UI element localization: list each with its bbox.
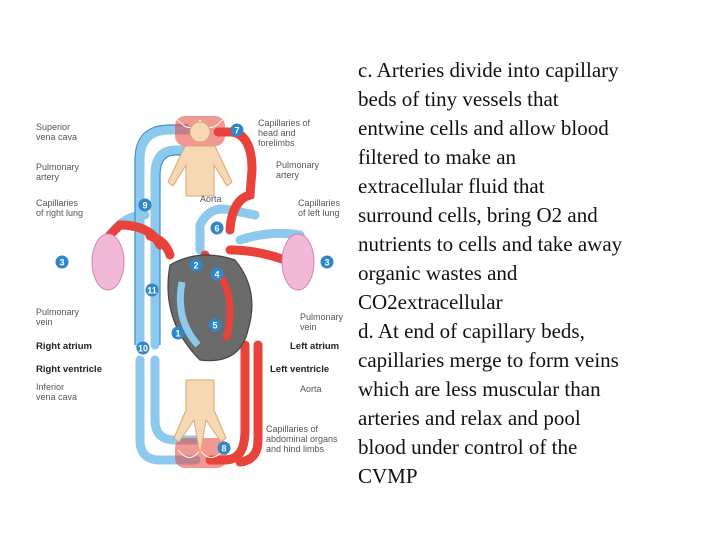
- label-left-ventricle: Left ventricle: [270, 364, 330, 375]
- step-badge-8: [218, 442, 231, 455]
- label-left-atrium: Left atrium: [290, 341, 340, 352]
- svg-text:3: 3: [59, 257, 65, 268]
- step-badge-5: [209, 319, 222, 332]
- label-right-atrium: Right atrium: [36, 341, 92, 352]
- para-c-line: entwine cells and allow blood: [358, 116, 609, 140]
- step-badge-11: [146, 284, 159, 297]
- step-badge-10: [137, 342, 150, 355]
- right-lung: [92, 234, 124, 290]
- para-c-line: CO2extracellular: [358, 290, 503, 314]
- step-badge-3-left: [56, 256, 69, 269]
- label-capillaries-left-lung: Capillaries of left lung: [298, 198, 341, 218]
- para-c-line: c. Arteries divide into capillary: [358, 58, 619, 82]
- label-pulmonary-vein-right: Pulmonary vein: [300, 312, 344, 332]
- svg-text:7: 7: [234, 125, 240, 136]
- label-pulmonary-vein-left: Pulmonary vein: [36, 307, 80, 327]
- label-capillaries-abdominal: Capillaries of abdominal organs and hind limbs: [266, 424, 338, 454]
- step-badge-4: [211, 268, 224, 281]
- para-c-line: beds of tiny vessels that: [358, 87, 559, 111]
- para-c-line: extracellular fluid that: [358, 174, 545, 198]
- label-superior-vena-cava: Superior vena cava: [36, 122, 78, 142]
- step-badge-3-right: [321, 256, 334, 269]
- label-capillaries-head: Capillaries of head and forelimbs: [258, 118, 311, 148]
- para-c-line: organic wastes and: [358, 261, 518, 285]
- svg-text:9: 9: [142, 200, 148, 211]
- para-d-line: blood under control of the: [358, 435, 578, 459]
- svg-text:11: 11: [147, 285, 157, 296]
- svg-text:5: 5: [212, 320, 218, 331]
- svg-text:10: 10: [137, 343, 149, 354]
- para-d-line: d. At end of capillary beds,: [358, 319, 585, 343]
- label-right-ventricle: Right ventricle: [36, 364, 102, 375]
- paragraph-c: [358, 56, 708, 317]
- svg-text:3: 3: [324, 257, 330, 268]
- step-badge-6: [211, 222, 224, 235]
- label-pulmonary-artery-right: Pulmonary artery: [276, 160, 320, 180]
- para-c-line: nutrients to cells and take away: [358, 232, 623, 256]
- svg-text:6: 6: [214, 223, 220, 234]
- paragraph-d: [358, 317, 708, 491]
- label-aorta-top: Aorta: [200, 194, 222, 204]
- step-badge-9: [139, 199, 152, 212]
- step-badge-7: [231, 124, 244, 137]
- para-d-line: arteries and relax and pool: [358, 406, 581, 430]
- explanation-text: [358, 56, 708, 491]
- step-badge-2: [190, 259, 203, 272]
- svg-text:1: 1: [175, 328, 181, 339]
- left-lung: [282, 234, 314, 290]
- svg-text:8: 8: [221, 443, 227, 454]
- label-pulmonary-artery-left: Pulmonary artery: [36, 162, 80, 182]
- label-aorta-bottom: Aorta: [300, 384, 322, 394]
- para-c-line: surround cells, bring O2 and: [358, 203, 598, 227]
- para-d-line: which are less muscular than: [358, 377, 601, 401]
- svg-text:4: 4: [214, 269, 220, 280]
- para-d-line: CVMP: [358, 464, 418, 488]
- heart: [168, 255, 252, 361]
- svg-text:2: 2: [193, 260, 199, 271]
- label-inferior-vena-cava: Inferior vena cava: [36, 382, 78, 402]
- para-d-line: capillaries merge to form veins: [358, 348, 619, 372]
- para-c-line: filtered to make an: [358, 145, 517, 169]
- step-badge-1: [172, 327, 185, 340]
- label-capillaries-right-lung: Capillaries of right lung: [36, 198, 84, 218]
